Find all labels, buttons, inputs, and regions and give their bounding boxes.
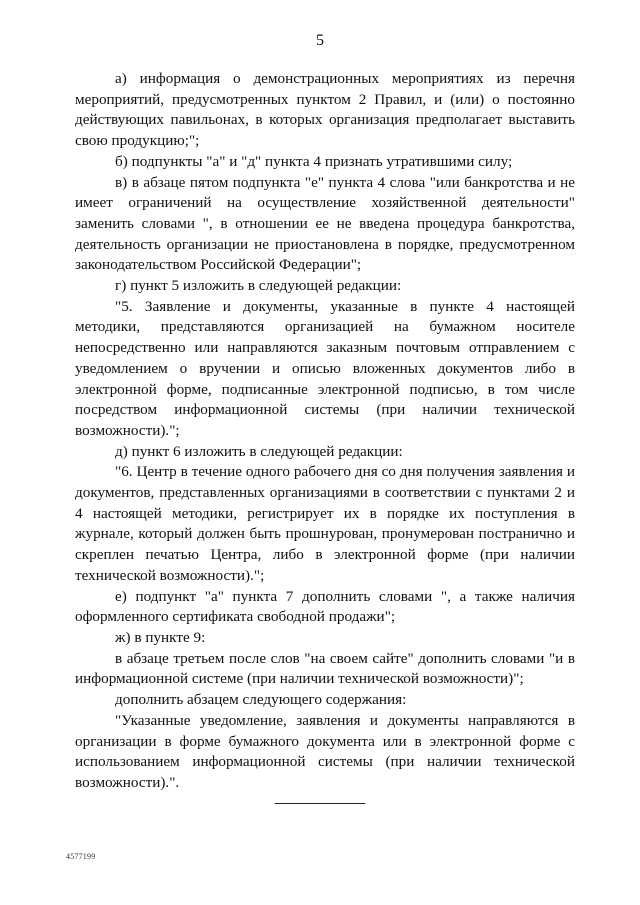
page-number: 5 xyxy=(316,32,324,49)
document-body xyxy=(75,69,575,794)
paragraph-item9-add-intro: дополнить абзацем следующего содержания: xyxy=(115,691,407,709)
paragraph-item9-third: в абзаце третьем после слов "на своем сайте" дополнить словами "и в информационной системе (при наличии технической возможности)"; xyxy=(75,649,575,688)
document-code: 4577199 xyxy=(66,852,96,861)
paragraph-e-item7: е) подпункт "а" пункта 7 дополнить словами ", а также наличия оформленного сертификата свободной продажи"; xyxy=(75,587,575,626)
paragraph-item6-text: "6. Центр в течение одного рабочего дня со дня получения заявления и документов, представленных организациями в соответствии с пунктами 2 и 4 настоящей методики, регистрирует их в порядке их поступления в журнале, который должен быть прошнурован, пронумерован постранично и скреплен печатью Центра, либо в электронной форме (при наличии технической возможности)."; xyxy=(75,463,575,584)
paragraph-d-item6-intro: д) пункт 6 изложить в следующей редакции: xyxy=(115,442,403,460)
separator-line xyxy=(275,803,365,804)
paragraph-zh-item9-intro: ж) в пункте 9: xyxy=(115,628,206,646)
paragraph-item5-text: "5. Заявление и документы, указанные в пункте 4 настоящей методики, представляются организацией на бумажном носителе непосредственно или направляются заказным почтовым отправлением с уведомлением о вручении и описью вложенных документов либо в электронной форме, подписанные электронной подписью, в том числе посредством информационной системы (при наличии технической возможности)."; xyxy=(75,297,575,439)
paragraph-v-replace-words: в) в абзаце пятом подпункта "е" пункта 4 слова "или банкротства и не имеет ограничений на осуществление хозяйственной деятельности" заменить словами ", в отношении ее не введена процедура банкротства, деятельность организации не приостановлена в порядке, предусмотренном законодательством Российской Федерации"; xyxy=(75,173,575,274)
paragraph-g-item5-intro: г) пункт 5 изложить в следующей редакции: xyxy=(115,277,402,295)
paragraph-b-repeal: б) подпункты "а" и "д" пункта 4 признать утратившими силу; xyxy=(115,152,513,170)
paragraph-item9-add-text: "Указанные уведомление, заявления и документы направляются в организации в форме бумажного документа или в электронной форме с использованием информационной системы (при наличии технической возможности).". xyxy=(75,711,575,791)
paragraph-a-info: а) информация о демонстрационных мероприятиях из перечня мероприятий, предусмотренных пунктом 2 Правил, и (или) о постоянно действующих павильонах, в которых организация предполагает выставить свою продукцию;"; xyxy=(75,70,575,150)
